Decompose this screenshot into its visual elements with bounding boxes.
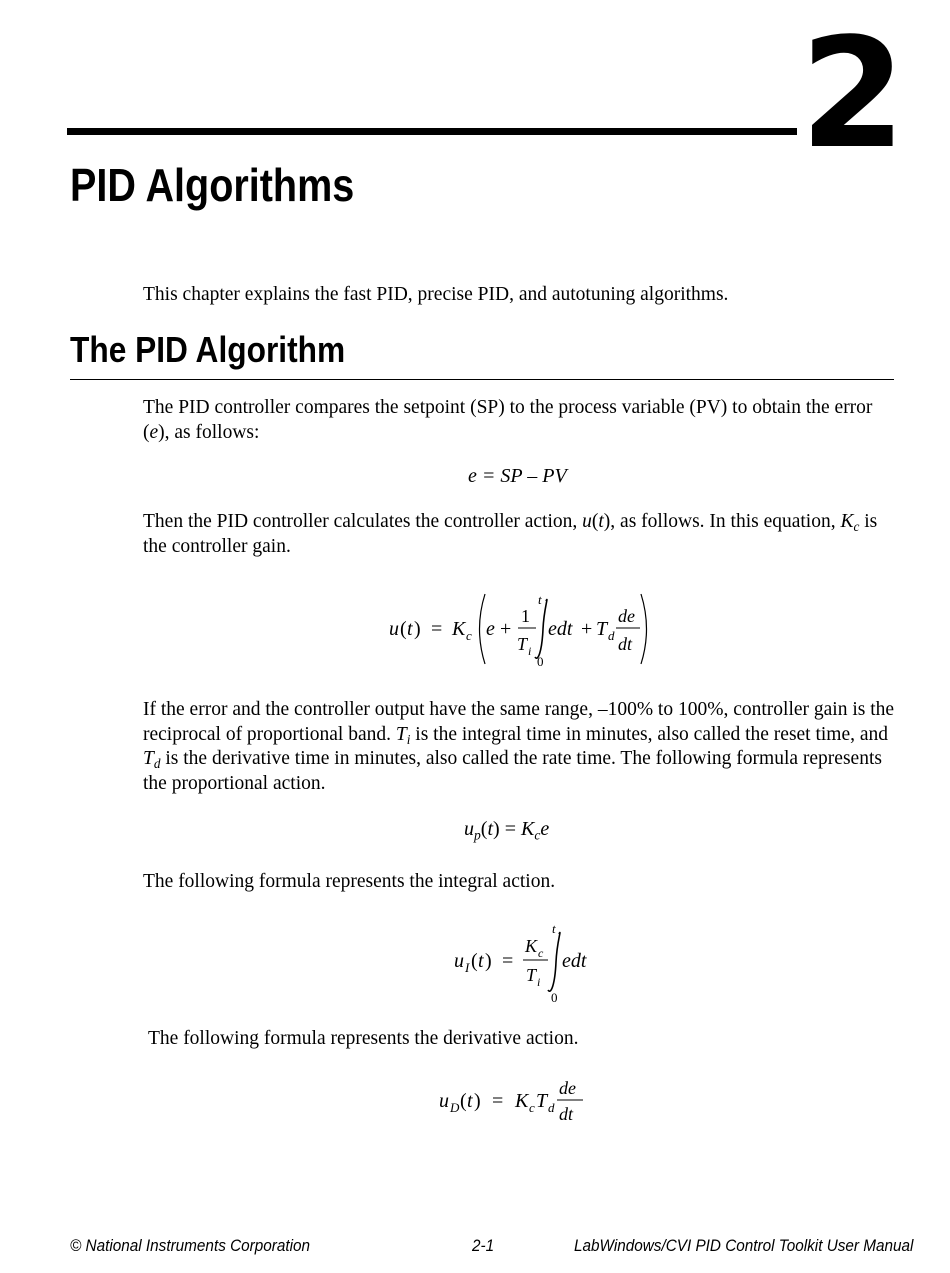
svg-text:c: c [529,1100,535,1115]
svg-text:T: T [517,634,528,654]
svg-text:T: T [536,1090,548,1112]
svg-text:e: e [486,618,495,640]
svg-text:K: K [525,936,538,956]
chapter-title: PID Algorithms [70,159,355,211]
svg-text:I: I [465,960,470,975]
paragraph-derivative-intro: The following formula represents the derivative action. [148,1028,579,1049]
svg-text:(: ( [400,618,407,640]
paragraph-integral-intro: The following formula represents the integral action. [143,871,556,892]
paragraph-gain-explanation: If the error and the controller output have the same range, –100% to 100%, controller gain is the reciprocal of proportional band. $T_i$ is the integral time in minutes, also called the reset time, and $T_d$ is the derivative time in minutes, also called the rate time. The following formula represents the proportional action. [143,699,895,794]
svg-text:1: 1 [521,606,530,626]
paragraph-error-definition: The PID controller compares the setpoint (SP) to the process variable (PV) to obtain the error (e), as follows: [143,397,873,443]
section-rule [70,379,894,380]
svg-text:dt: dt [559,1104,574,1124]
svg-text:u: u [454,950,464,972]
svg-text:): ) [485,950,492,972]
svg-text:): ) [414,618,421,640]
svg-text:): ) [474,1090,481,1112]
svg-text:T: T [526,965,537,985]
equation-derivative-action [437,1072,597,1128]
svg-text:c: c [538,946,544,960]
equation-controller-action [385,588,655,672]
svg-text:d: d [608,628,615,643]
svg-text:K: K [515,1090,529,1112]
section-title: The PID Algorithm [70,329,346,370]
svg-text:0: 0 [551,990,558,1005]
svg-text:=: = [492,1090,504,1112]
svg-text:d: d [548,1100,555,1115]
equation-proportional-action: $u_p(t) = K_ce$ [464,818,550,843]
svg-text:edt: edt [562,950,587,972]
svg-text:i: i [537,975,541,989]
footer-copyright: © National Instruments Corporation [70,1236,311,1255]
chapter-intro: This chapter explains the fast PID, precise PID, and autotuning algorithms. [143,284,729,305]
equation-integral-action [452,918,602,1008]
svg-text:dt: dt [618,634,633,654]
svg-text:=: = [431,618,443,640]
svg-text:T: T [596,618,608,640]
svg-text:0: 0 [537,654,544,669]
footer-manual-title: LabWindows/CVI PID Control Toolkit User Manual [574,1236,914,1255]
svg-text:+: + [581,618,593,640]
svg-text:u: u [439,1090,449,1112]
svg-text:de: de [559,1078,576,1098]
svg-text:t: t [467,1090,473,1112]
svg-text:t: t [552,921,556,936]
svg-text:de: de [618,606,635,626]
svg-text:t: t [478,950,484,972]
svg-text:+: + [500,618,512,640]
svg-text:=: = [502,950,514,972]
svg-text:t: t [407,618,413,640]
svg-text:u: u [389,618,399,640]
paragraph-controller-action: Then the PID controller calculates the controller action, u(t), as follows. In this equation, $K_c$ is the controller gain. [143,511,878,557]
svg-text:i: i [528,644,532,658]
svg-text:edt: edt [548,618,573,640]
svg-text:t: t [538,592,542,607]
svg-text:D: D [450,1100,460,1115]
equation-error: e = SP – PV [468,465,567,487]
svg-text:(: ( [471,950,478,972]
svg-text:c: c [466,628,472,643]
footer-page-number: 2-1 [472,1236,495,1255]
svg-text:K: K [452,618,466,640]
chapter-number: 2 [800,5,902,182]
svg-text:(: ( [460,1090,467,1112]
chapter-rule [67,128,797,135]
